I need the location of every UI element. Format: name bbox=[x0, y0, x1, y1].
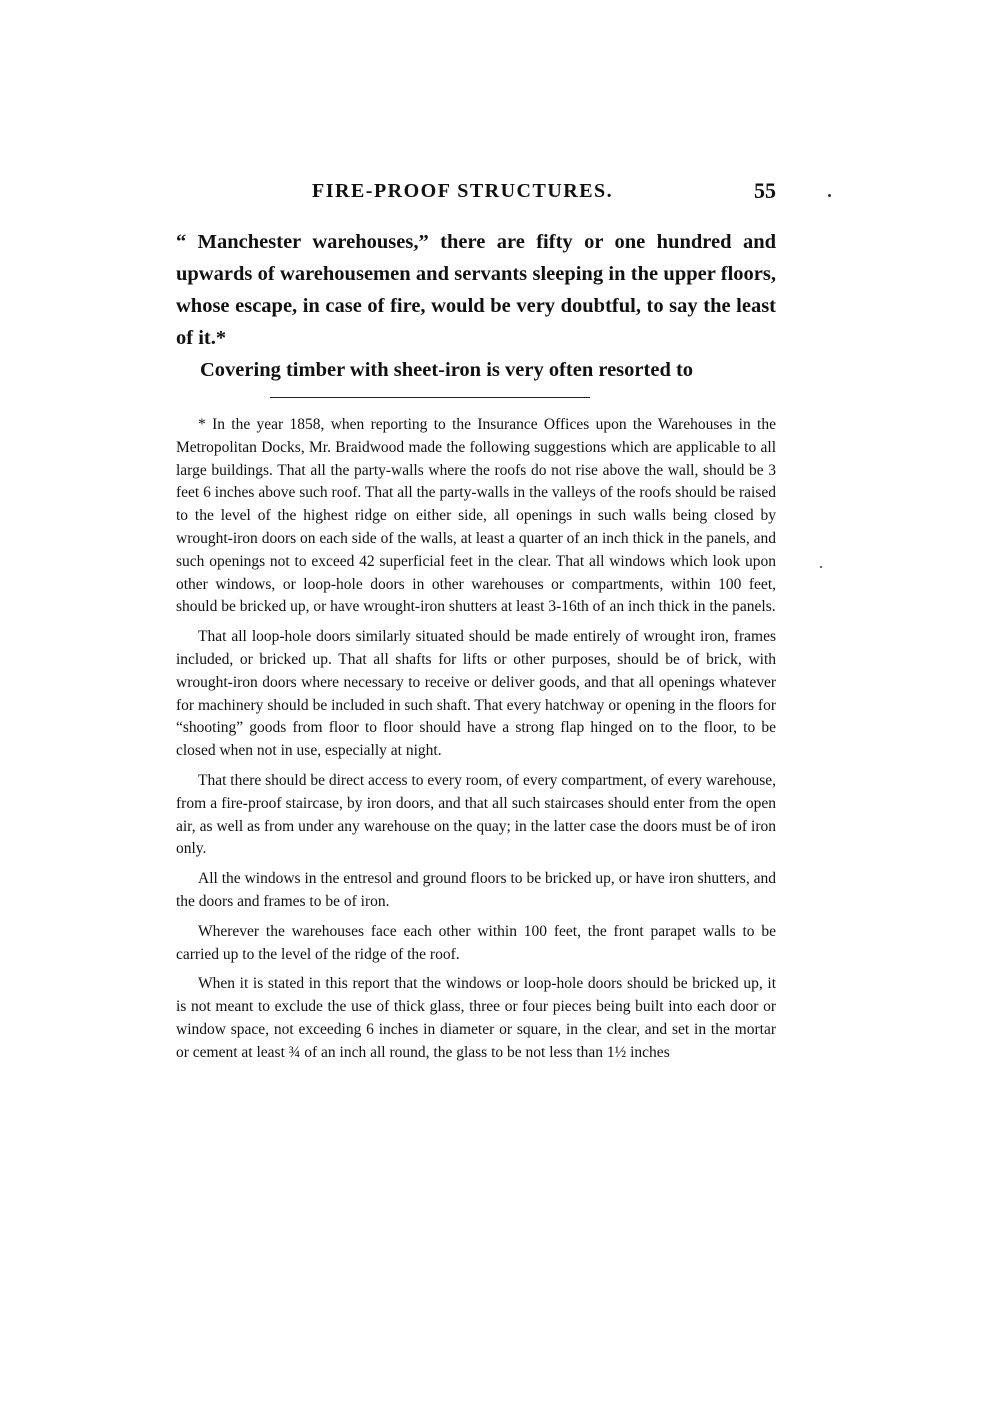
footnote-paragraph-2: That all loop-hole doors similarly situated should be made entirely of wrought iron, frames included, or bricked up. That all shafts for lifts or other purposes, should be of brick, with wrought-iron doors where necessary to receive or deliver goods, and that all openings whatever for machinery should be included in such shaft. That every hatchway or opening in the floors for “shooting” goods from floor to floor should have a strong flap hinged on to the floor, to be closed when not in use, especially at night. bbox=[176, 628, 776, 760]
footnote-paragraph-3: That there should be direct access to every room, of every compartment, of every warehouse, from a fire-proof staircase, by iron doors, and that all such staircases should enter from the open air, as well as from under any warehouse on the quay; in the latter case the doors must be of iron only. bbox=[176, 771, 777, 858]
scan-speck bbox=[828, 194, 831, 197]
footnote-paragraph-5: Wherever the warehouses face each other within 100 feet, the front parapet walls to be carried up to the level of the ridge of the roof. bbox=[176, 922, 776, 963]
running-head bbox=[176, 180, 776, 210]
page-number: 55 bbox=[754, 178, 776, 203]
footnote-paragraph-4: All the windows in the entresol and ground floors to be bricked up, or have iron shutters, and the doors and frames to be of iron. bbox=[176, 870, 776, 910]
main-paragraph-1: “ Manchester warehouses,” there are fifty or one hundred and upwards of warehousemen and servants sleeping in the upper floors, whose escape, in case of fire, would be very doubtful, to say the least of it.* bbox=[176, 231, 776, 349]
main-paragraph-2: Covering timber with sheet-iron is very often resorted to bbox=[200, 359, 694, 381]
footnote-paragraph-1: * In the year 1858, when reporting to the Insurance Offices upon the Warehouses in the Metropolitan Docks, Mr. Braidwood made the following suggestions which are applicable to all large buildings. That all the party-walls where the roofs do not rise above the wall, should be 3 feet 6 inches above such roof. That all the party-walls in the valleys of the roofs should be raised to the level of the highest ridge on either side, all openings in such walls being closed by wrought-iron doors on each side of the walls, at least a quarter of an inch thick in the panels, and such openings not to exceed 42 superficial feet in the clear. That all windows which look upon other windows, or loop-hole doors in other warehouses or compartments, within 100 feet, should be bricked up, or have wrought-iron shutters at least 3-16th of an inch thick in the panels. bbox=[176, 416, 776, 616]
footnote-paragraph-6: When it is stated in this report that the windows or loop-hole doors should be bricked up, it is not meant to exclude the use of thick glass, three or four pieces being built into each door or window space, not exceeding 6 inches in diameter or square, in the clear, and set in the mortar or cement at least ¾ of an inch all round, the glass to be not less than 1½ inches bbox=[176, 975, 776, 1061]
scan-speck bbox=[820, 566, 822, 568]
main-text bbox=[176, 226, 776, 386]
footnote bbox=[176, 414, 776, 1065]
footnote-rule bbox=[270, 397, 590, 398]
running-head-title: FIRE-PROOF STRUCTURES. bbox=[312, 180, 614, 202]
